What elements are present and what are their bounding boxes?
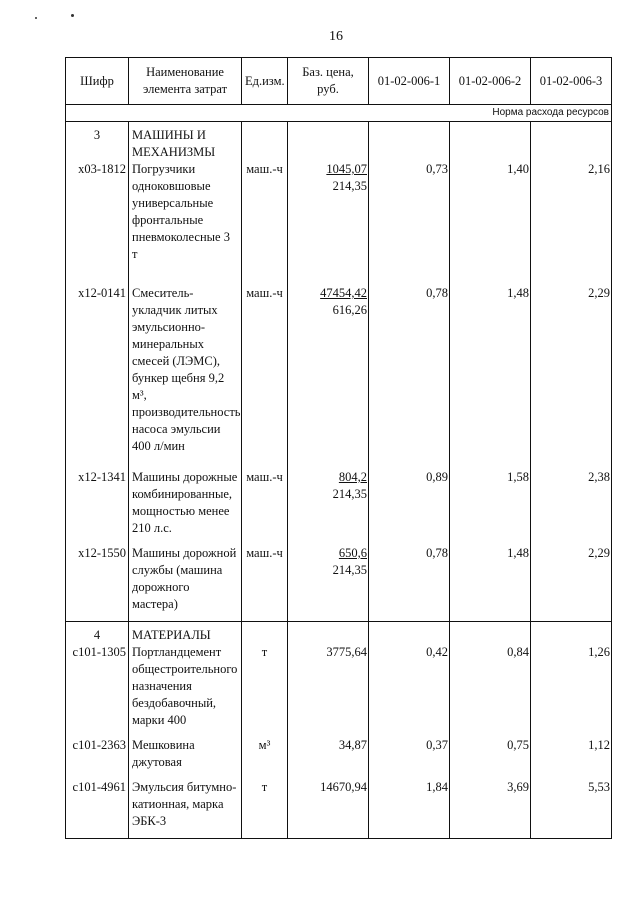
row-name: Мешковина джутовая (129, 737, 242, 771)
row-price: 14670,94 (288, 779, 369, 830)
row-unit: маш.-ч (242, 469, 288, 537)
row-value-2: 1,48 (450, 545, 531, 613)
section-number: 3 (66, 122, 129, 162)
row-value-2: 0,84 (450, 644, 531, 729)
table-row (66, 285, 612, 455)
table-row (66, 737, 612, 771)
row-value-1: 0,42 (369, 644, 450, 729)
row-value-1: 0,37 (369, 737, 450, 771)
scan-speck (35, 17, 37, 19)
table-row (66, 161, 612, 263)
row-price-secondary: 214,35 (332, 179, 367, 193)
table-header-row (66, 58, 612, 105)
row-price (288, 161, 369, 263)
section-title: МАШИНЫ И МЕХАНИЗМЫ (129, 122, 242, 162)
row-unit: маш.-ч (242, 545, 288, 613)
header-unit: Ед.изм. (242, 58, 288, 105)
row-unit: т (242, 779, 288, 830)
row-unit: маш.-ч (242, 285, 288, 455)
row-name: Погрузчики одноковшовые универсальные фронтальные пневмоколесные 3 т (129, 161, 242, 263)
row-value-2: 1,58 (450, 469, 531, 537)
table-row (66, 644, 612, 729)
header-col1: 01-02-006-1 (369, 58, 450, 105)
row-value-1: 0,89 (369, 469, 450, 537)
row-name: Портландцемент общестроительного назначения бездобавочный, марки 400 (129, 644, 242, 729)
row-unit: т (242, 644, 288, 729)
row-code: х12-1341 (66, 469, 129, 537)
row-name: Машины дорожные комбинированные, мощностью менее 210 л.с. (129, 469, 242, 537)
row-value-2: 0,75 (450, 737, 531, 771)
row-price-secondary: 214,35 (332, 563, 367, 577)
row-value-1: 0,78 (369, 285, 450, 455)
row-price (288, 469, 369, 537)
resource-norms-table (65, 57, 612, 839)
header-col2: 01-02-006-2 (450, 58, 531, 105)
row-price-secondary: 616,26 (332, 303, 367, 317)
row-unit: маш.-ч (242, 161, 288, 263)
norm-row (66, 105, 612, 122)
row-value-1: 0,73 (369, 161, 450, 263)
row-price: 3775,64 (288, 644, 369, 729)
row-name: Машины дорожной службы (машина дорожного мастера) (129, 545, 242, 613)
row-price (288, 285, 369, 455)
row-value-3: 1,12 (531, 737, 612, 771)
row-code: с101-4961 (66, 779, 129, 830)
scan-speck (71, 14, 74, 17)
row-name: Смеситель-укладчик литых эмульсионно-минеральных смесей (ЛЭМС), бункер щебня 9,2 м³, производительность насоса эмульсии 400 л/мин (129, 285, 242, 455)
row-price-main: 650,6 (338, 546, 367, 560)
header-price: Баз. цена, руб. (288, 58, 369, 105)
header-col3: 01-02-006-3 (531, 58, 612, 105)
row-price-main: 47454,42 (320, 286, 367, 300)
table-row (66, 779, 612, 830)
row-value-1: 0,78 (369, 545, 450, 613)
row-value-2: 1,40 (450, 161, 531, 263)
row-unit: м³ (242, 737, 288, 771)
row-code: с101-1305 (66, 644, 129, 729)
row-name: Эмульсия битумно-катионная, марка ЭБК-3 (129, 779, 242, 830)
header-name: Наименование элемента затрат (129, 58, 242, 105)
row-price-secondary: 214,35 (332, 487, 367, 501)
row-value-3: 2,38 (531, 469, 612, 537)
row-value-3: 2,29 (531, 545, 612, 613)
table-row (66, 545, 612, 613)
row-value-3: 1,26 (531, 644, 612, 729)
row-value-2: 3,69 (450, 779, 531, 830)
section-title: МАТЕРИАЛЫ (129, 622, 242, 645)
row-price-main: 1045,07 (326, 162, 367, 176)
section-number: 4 (66, 622, 129, 645)
page-number: 16 (329, 29, 343, 44)
row-price: 34,87 (288, 737, 369, 771)
row-value-2: 1,48 (450, 285, 531, 455)
table-row (66, 469, 612, 537)
header-code: Шифр (66, 58, 129, 105)
row-code: х03-1812 (66, 161, 129, 263)
row-code: с101-2363 (66, 737, 129, 771)
row-value-1: 1,84 (369, 779, 450, 830)
row-value-3: 2,29 (531, 285, 612, 455)
row-code: х12-0141 (66, 285, 129, 455)
row-value-3: 5,53 (531, 779, 612, 830)
row-price (288, 545, 369, 613)
section-row-materials (66, 622, 612, 645)
section-row-machines (66, 122, 612, 162)
norm-label: Норма расхода ресурсов (66, 105, 612, 122)
row-value-3: 2,16 (531, 161, 612, 263)
row-price-main: 804,2 (338, 470, 367, 484)
row-code: х12-1550 (66, 545, 129, 613)
